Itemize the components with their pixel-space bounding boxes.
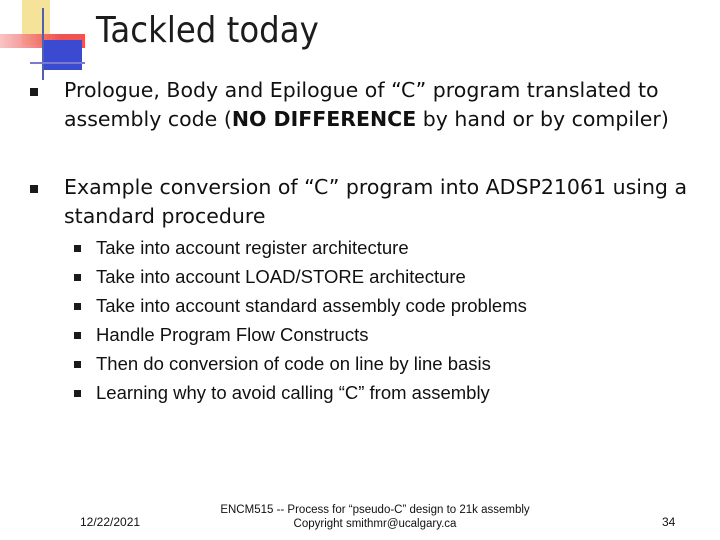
sub-bullet-item: Take into account standard assembly code problems: [96, 295, 527, 316]
sub-bullet-square-icon: [74, 390, 81, 397]
bullet-1-line-2: [64, 105, 714, 134]
bullet-2-line-2: standard procedure: [64, 204, 266, 228]
sub-bullet-square-icon: [74, 332, 81, 339]
corner-decoration-vertical-line: [42, 8, 44, 80]
bullet-square-icon: [30, 185, 38, 193]
bullet-1-bold-text: NO DIFFERENCE: [231, 107, 417, 131]
bullet-2: [64, 173, 714, 231]
sub-bullet-square-icon: [74, 303, 81, 310]
sub-bullet-item: Take into account register architecture: [96, 237, 409, 258]
footer-course-line: ENCM515 -- Process for “pseudo-C” design to 21k assembly: [220, 504, 530, 516]
corner-decoration-blue: [42, 40, 82, 70]
bullet-2-line-1: Example conversion of “C” program into ADSP21061 using a: [64, 175, 688, 199]
bullet-1: [64, 76, 714, 134]
corner-decoration-horizontal-line: [30, 62, 85, 64]
sub-bullet-item: Then do conversion of code on line by line basis: [96, 353, 491, 374]
bullet-1-line-2-pre: assembly code (: [64, 107, 232, 131]
sub-bullet-item: Handle Program Flow Constructs: [96, 324, 369, 345]
slide-title: Tackled today: [96, 10, 319, 51]
bullet-1-line-2-post: by hand or by compiler): [416, 107, 669, 131]
sub-bullet-item: Learning why to avoid calling “C” from assembly: [96, 382, 490, 403]
sub-bullet-square-icon: [74, 361, 81, 368]
footer-copyright-line: Copyright smithmr@ucalgary.ca: [293, 518, 457, 530]
footer-date: 12/22/2021: [80, 515, 141, 529]
sub-bullet-item: Take into account LOAD/STORE architecture: [96, 266, 466, 287]
sub-bullet-square-icon: [74, 245, 81, 252]
bullet-1-line-1: Prologue, Body and Epilogue of “C” program translated to: [64, 78, 659, 102]
page-number: 34: [662, 515, 676, 529]
footer-center: [200, 503, 550, 531]
bullet-square-icon: [30, 88, 38, 96]
sub-bullet-square-icon: [74, 274, 81, 281]
